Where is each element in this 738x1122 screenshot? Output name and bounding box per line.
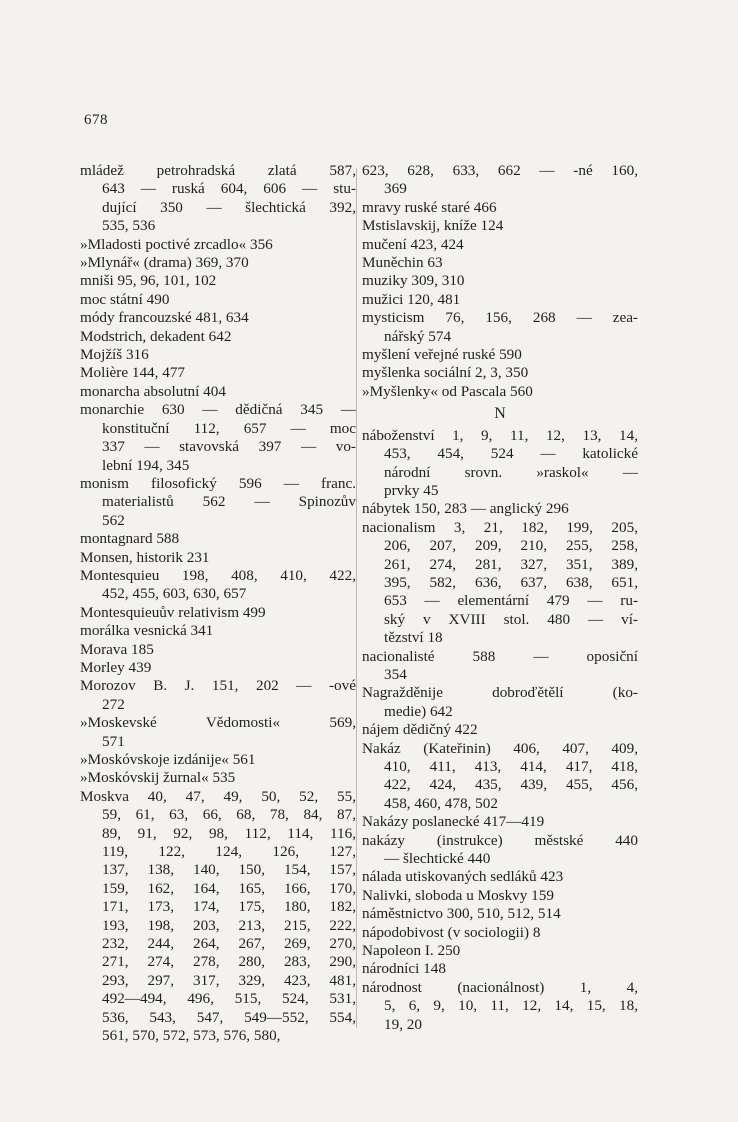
index-entry-line: konstituční 112, 657 — moc (102, 419, 356, 437)
index-entry (80, 162, 356, 236)
index-entry-line: 562 (102, 511, 125, 529)
index-entry-line: Nakázy poslanecké 417—419 (362, 813, 545, 831)
index-entry-line: Moskva 40, 47, 49, 50, 52, 55, (80, 787, 356, 805)
index-entry-line: Nalivki, sloboda u Moskvy 159 (362, 886, 554, 904)
index-entry-line: mravy ruské staré 466 (362, 198, 497, 216)
index-entry-line: 206, 207, 209, 210, 255, 258, (384, 537, 638, 555)
index-entry (362, 519, 638, 648)
index-entry-line: 5, 6, 9, 10, 11, 12, 14, 15, 18, (384, 997, 638, 1015)
index-entry (80, 659, 356, 677)
index-entry-line: Napoleon I. 250 (362, 942, 461, 960)
index-entry-line: 653 — elementární 479 — ru- (384, 592, 638, 610)
index-entry (362, 199, 638, 217)
index-entry-line: 643 — ruská 604, 606 — stu- (102, 180, 356, 198)
index-entry-line: 232, 244, 264, 267, 269, 270, (102, 935, 356, 953)
index-entry (80, 714, 356, 751)
index-entry-line: myšlenka sociální 2, 3, 350 (362, 364, 529, 382)
index-entry-line: 354 (384, 665, 407, 683)
index-left-column (80, 162, 356, 1046)
column-divider (356, 168, 357, 1028)
section-letter: N (494, 405, 506, 423)
index-entry-line: národnost (nacionálnost) 1, 4, (362, 978, 638, 996)
index-entry-line: 422, 424, 435, 439, 455, 456, (384, 776, 638, 794)
index-entry-line: národní srovn. »raskol« — (384, 463, 638, 481)
index-entry-line: náboženství 1, 9, 11, 12, 13, 14, (362, 426, 638, 444)
index-entry-line: Molière 144, 477 (80, 364, 186, 382)
index-entry-line: 337 — stavovská 397 — vo- (102, 438, 356, 456)
index-entry-line: 369 (384, 180, 407, 198)
index-entry (362, 832, 638, 869)
index-entry-line: »Mlynář« (drama) 369, 370 (80, 254, 249, 272)
index-entry (80, 622, 356, 640)
index-entry-line: Muněchin 63 (362, 254, 443, 272)
index-entry-line: 59, 61, 63, 66, 68, 78, 84, 87, (102, 806, 356, 824)
index-entry-line: Morozov B. J. 151, 202 — -ové (80, 677, 356, 695)
index-entry-line: 458, 460, 478, 502 (384, 794, 498, 812)
index-entry (80, 291, 356, 309)
index-entry-line: myšlení veřejné ruské 590 (362, 346, 522, 364)
index-entry-line: Mojžíš 316 (80, 346, 149, 364)
index-entry-line: »Moskóvskoje izdánije« 561 (80, 751, 256, 768)
index-entry (362, 648, 638, 685)
index-entry-line: nacionalisté 588 — oposiční (362, 647, 638, 665)
index-entry-line: nářský 574 (384, 327, 452, 345)
index-entry (362, 364, 638, 382)
index-entry-line: nacionalism 3, 21, 182, 199, 205, (362, 518, 638, 536)
index-entry (80, 236, 356, 254)
index-entry (80, 769, 356, 787)
index-entry (80, 272, 356, 290)
page-number: 678 (84, 112, 108, 128)
index-entry-line: Montesquieu 198, 408, 410, 422, (80, 566, 356, 584)
index-entry (80, 401, 356, 475)
index-entry (80, 475, 356, 530)
index-entry (80, 788, 356, 1046)
index-entry-line: mužici 120, 481 (362, 290, 461, 308)
index-entry-line: 271, 274, 278, 280, 283, 290, (102, 953, 356, 971)
index-entry-line: 561, 570, 572, 573, 576, 580, (102, 1027, 281, 1045)
index-entry-line: Morley 439 (80, 658, 152, 676)
index-entry (80, 364, 356, 382)
index-entry-line: »Myšlenky« od Pascala 560 (362, 382, 533, 400)
index-entry (362, 979, 638, 1034)
index-entry (362, 813, 638, 831)
index-entry (362, 924, 638, 942)
index-entry (362, 309, 638, 346)
index-entry-line: monism filosofický 596 — franc. (80, 474, 356, 492)
index-entry-line: — šlechtické 440 (384, 850, 491, 868)
index-entry-line: »Moskevské Vědomosti« 569, (80, 714, 356, 732)
index-entry-line: Morava 185 (80, 640, 154, 658)
index-entry-line: Nagražděnije dobroďětělí (ko- (362, 684, 638, 702)
index-entry-line: 119, 122, 124, 126, 127, (102, 843, 356, 861)
index-entry (362, 236, 638, 254)
index-entry-line: 535, 536 (102, 217, 156, 235)
index-entry (80, 751, 356, 769)
index-entry (362, 887, 638, 905)
index-entry (80, 604, 356, 622)
index-entry-line: materialistů 562 — Spinozův (102, 493, 356, 511)
index-entry (80, 549, 356, 567)
index-entry (80, 383, 356, 401)
index-entry-line: 623, 628, 633, 662 — -né 160, (362, 162, 638, 179)
index-entry-line: 410, 411, 413, 414, 417, 418, (384, 758, 638, 775)
index-entry-line: Monsen, historik 231 (80, 548, 210, 566)
index-entry (362, 500, 638, 518)
index-entry-line: medie) 642 (384, 702, 453, 720)
index-entry-line: 293, 297, 317, 329, 423, 481, (102, 971, 356, 989)
index-entry-line: 261, 274, 281, 327, 351, 389, (384, 555, 638, 573)
index-entry (80, 309, 356, 327)
index-entry-line: monarcha absolutní 404 (80, 382, 226, 400)
index-entry-line: nájem dědičný 422 (362, 721, 478, 739)
index-entry (362, 740, 638, 814)
index-entry (80, 567, 356, 604)
index-entry (362, 960, 638, 978)
index-entry (362, 383, 638, 401)
index-entry-line: dující 350 — šlechtická 392, (102, 198, 356, 216)
index-entry-line: Nakáz (Kateřinin) 406, 407, 409, (362, 739, 638, 757)
index-entry-line: moc státní 490 (80, 290, 170, 308)
index-entry-line: »Moskóvskij žurnal« 535 (80, 769, 236, 787)
index-entry-line: náměstnictvo 300, 510, 512, 514 (362, 905, 561, 923)
index-right-column (362, 162, 638, 1034)
index-entry-line: nakázy (instrukce) městské 440 (362, 831, 638, 849)
index-entry-line: 159, 162, 164, 165, 166, 170, (102, 879, 356, 897)
index-entry-line: 452, 455, 603, 630, 657 (102, 585, 247, 603)
index-entry-line: národníci 148 (362, 960, 446, 978)
index-entry-line: módy francouzské 481, 634 (80, 309, 249, 327)
index-entry (362, 427, 638, 501)
index-entry (362, 346, 638, 364)
index-entry-line: 171, 173, 174, 175, 180, 182, (102, 898, 356, 916)
index-entry (362, 291, 638, 309)
index-entry-line: tězství 18 (384, 629, 443, 647)
index-entry-line: 395, 582, 636, 637, 638, 651, (384, 573, 638, 591)
index-entry-line: Mstislavskij, kníže 124 (362, 217, 504, 235)
index-entry-line: ský v XVIII stol. 480 — ví- (384, 610, 638, 628)
index-entry (362, 254, 638, 272)
index-entry-line: 492—494, 496, 515, 524, 531, (102, 990, 356, 1008)
index-entry (80, 677, 356, 714)
index-entry-line: nálada utiskovaných sedláků 423 (362, 868, 564, 886)
index-entry-line: 571 (102, 732, 125, 750)
index-entry (362, 217, 638, 235)
index-entry-line: montagnard 588 (80, 530, 180, 548)
index-entry (80, 254, 356, 272)
index-entry-line: nápodobivost (v sociologii) 8 (362, 923, 541, 941)
index-entry-line: »Mladosti poctivé zrcadlo« 356 (80, 235, 273, 253)
index-entry (362, 942, 638, 960)
index-entry (362, 905, 638, 923)
index-entry (362, 721, 638, 739)
index-entry (80, 346, 356, 364)
index-entry-line: Modstrich, dekadent 642 (80, 327, 232, 345)
index-entry (80, 530, 356, 548)
index-entry-line: 137, 138, 140, 150, 154, 157, (102, 861, 356, 879)
index-entry (362, 272, 638, 290)
index-entry (80, 641, 356, 659)
index-entry (362, 162, 638, 199)
index-entry-line: monarchie 630 — dědičná 345 — (80, 401, 356, 419)
index-entry-line: morálka vesnická 341 (80, 622, 214, 640)
index-entry-line: mniši 95, 96, 101, 102 (80, 272, 217, 290)
index-entry-line: prvky 45 (384, 481, 439, 499)
index-entry-line: mučení 423, 424 (362, 235, 464, 253)
index-entry-line: Montesquieuův relativism 499 (80, 603, 266, 621)
index-entry-line: mládež petrohradská zlatá 587, (80, 162, 356, 179)
index-entry-line: muziky 309, 310 (362, 272, 465, 290)
index-entry-line: 272 (102, 695, 125, 713)
index-entry-line: 89, 91, 92, 98, 112, 114, 116, (102, 824, 356, 842)
index-entry (362, 684, 638, 721)
index-entry-line: 536, 543, 547, 549—552, 554, (102, 1008, 356, 1026)
index-entry (362, 868, 638, 886)
index-entry-line: nábytek 150, 283 — anglický 296 (362, 500, 569, 518)
index-entry-line: lební 194, 345 (102, 456, 190, 474)
index-entry-line: mysticism 76, 156, 268 — zea- (362, 309, 638, 327)
index-entry-line: 453, 454, 524 — katolické (384, 445, 638, 463)
index-entry-line: 19, 20 (384, 1015, 422, 1033)
index-entry (80, 328, 356, 346)
index-entry-line: 193, 198, 203, 213, 215, 222, (102, 916, 356, 934)
